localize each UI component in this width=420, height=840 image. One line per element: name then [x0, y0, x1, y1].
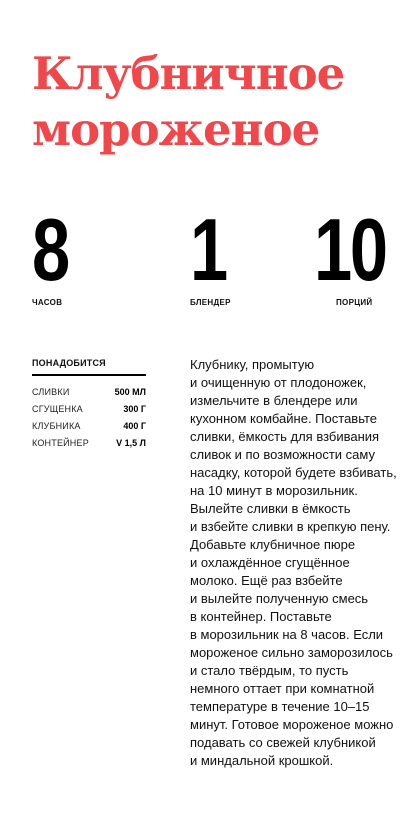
ingredients-list: [32, 384, 146, 452]
method-line: сливок и по возможности саму: [190, 447, 375, 462]
method-text: [190, 356, 400, 770]
method-line: и охлаждённое сгущённое: [190, 555, 350, 570]
ingredient-quantity: 400 Г: [123, 421, 146, 431]
ingredient-quantity: V 1,5 Л: [116, 438, 146, 448]
stat-blender: [190, 200, 236, 307]
ingredients-panel: [32, 358, 146, 452]
ingredient-quantity: 300 Г: [123, 404, 146, 414]
stat-hours: [32, 200, 78, 307]
method-line: сливки, ёмкость для взбивания: [190, 429, 380, 444]
method-line: Вылейте сливки в ёмкость: [190, 501, 351, 516]
method-line: и стало твёрдым, то пусть: [190, 663, 349, 678]
method-line: Добавьте клубничное пюре: [190, 537, 356, 552]
stat-servings-value: 10: [314, 200, 386, 299]
title-line-1: Клубничное: [32, 47, 345, 100]
method-line: и взбейте сливки в крепкую пену.: [190, 519, 391, 534]
method-line: подавать со свежей клубникой: [190, 735, 376, 750]
method-line: в контейнер. Поставьте: [190, 609, 332, 624]
ingredient-name: КЛУБНИКА: [32, 421, 81, 431]
method-line: на 10 минут в морозильник.: [190, 483, 358, 498]
method-line: молоко. Ещё раз взбейте: [190, 573, 343, 588]
ingredient-row: [32, 418, 146, 435]
ingredient-row: [32, 401, 146, 418]
stat-hours-value: 8: [32, 200, 68, 299]
method-line: в морозильник на 8 часов. Если: [190, 627, 384, 642]
ingredient-quantity: 500 МЛ: [114, 387, 146, 397]
stat-hours-label: ЧАСОВ: [32, 298, 63, 307]
title-line-2: мороженое: [32, 103, 320, 156]
method-line: и вылейте полученную смесь: [190, 591, 369, 606]
ingredients-heading: ПОНАДОБИТСЯ: [32, 358, 146, 376]
stat-servings: [314, 200, 406, 307]
method-line: насадку, которой будете взбивать,: [190, 465, 397, 480]
method-line: Клубнику, промытую: [190, 357, 315, 372]
method-line: и миндальной крошкой.: [190, 753, 334, 768]
method-line: и очищенную от плодоножек,: [190, 375, 367, 390]
method-line: минут. Готовое мороженое можно: [190, 717, 394, 732]
method-line: мороженое сильно заморозилось: [190, 645, 393, 660]
method-line: кухонном комбайне. Поставьте: [190, 411, 377, 426]
ingredient-row: [32, 435, 146, 452]
ingredient-name: СГУЩЕНКА: [32, 404, 83, 414]
method-line: немного оттает при комнатной: [190, 681, 375, 696]
method-line: температуре в течение 10–15: [190, 699, 370, 714]
stat-blender-value: 1: [190, 200, 226, 299]
method-line: измельчите в блендере или: [190, 393, 358, 408]
stat-blender-label: БЛЕНДЕР: [190, 298, 231, 307]
page-title: [32, 46, 344, 158]
ingredient-name: КОНТЕЙНЕР: [32, 438, 89, 448]
ingredient-name: СЛИВКИ: [32, 387, 70, 397]
stat-servings-label: ПОРЦИЙ: [336, 298, 373, 307]
ingredient-row: [32, 384, 146, 401]
